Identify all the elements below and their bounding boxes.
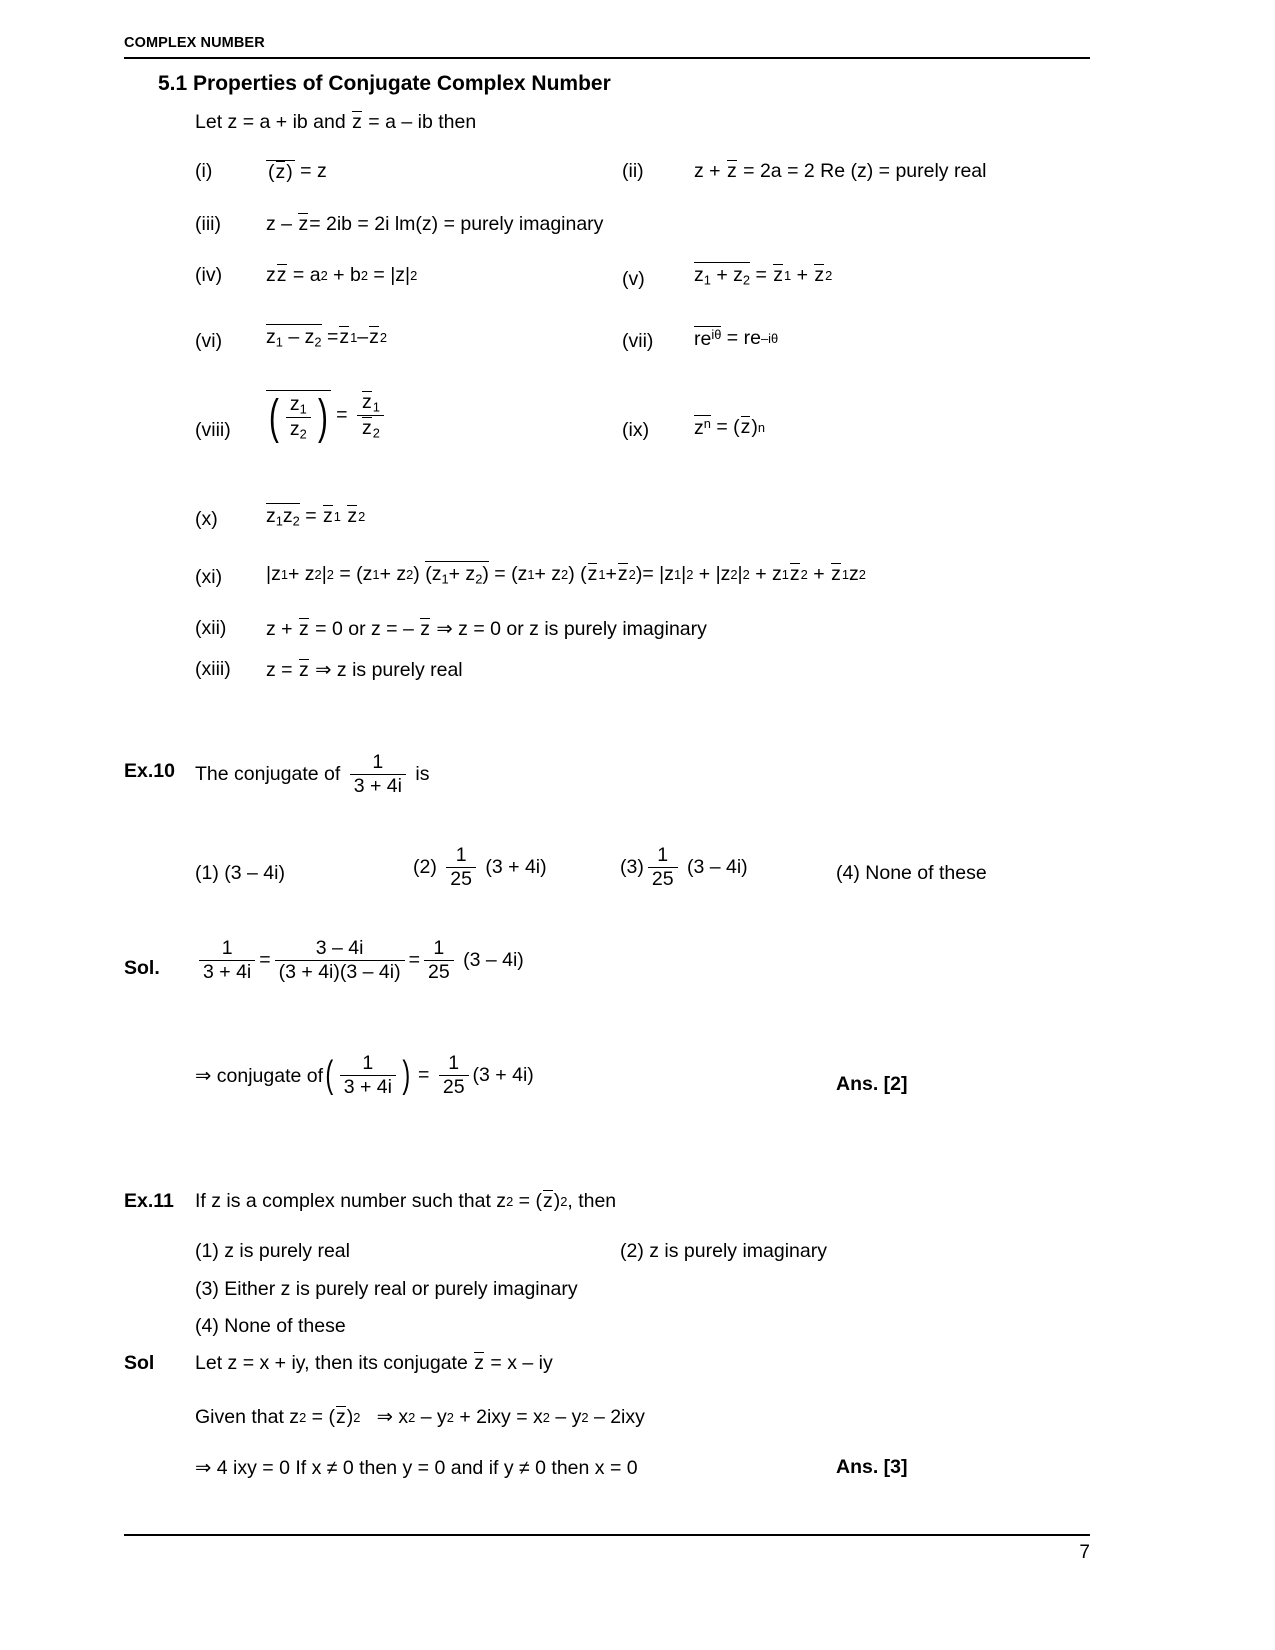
property-body-v: $z_1 + z_2$ = z 1 + z 2 <box>694 263 833 288</box>
property-body-xiii: z = z ⇒ z is purely real <box>266 658 463 681</box>
page-number: 7 <box>1079 1542 1090 1563</box>
property-label-vii: (vii) <box>622 330 654 352</box>
fraction-1-over-25-opt2: $\frac{1}{25}$ <box>446 845 476 890</box>
conj-of-conj-z: (z) <box>268 161 293 183</box>
property-body-vi: $z_1 - z_2$ = z 1 – z 2 <box>266 325 387 350</box>
fraction-1-over-25-opt3: $\frac{1}{25}$ <box>648 845 678 890</box>
left-paren: ( <box>269 391 279 445</box>
property-label-x: (x) <box>195 508 218 530</box>
ex10-option-1[interactable]: (1) (3 – 4i) <box>195 862 285 884</box>
page-header <box>124 36 1090 59</box>
property-body-xi: |z 1 + z 2 | 2 = (z 1 + z 2 ) $(z_1+ z_2)$ = (z 1 + z 2 ) ( z 1 + z 2 ) = |z 1 | 2 + |z 2 | 2 + z 1 z 2 + z 1 z 2 <box>266 562 866 587</box>
ex10-answer: Ans. [2] <box>836 1073 908 1095</box>
ex11-label: Ex.11 <box>124 1190 174 1212</box>
property-body-iv: z z = a 2 + b 2 = |z| 2 <box>266 264 418 287</box>
ex10-sol-line-2: ⇒ conjugate of ( $\frac{1}{3 + 4i}$ ) = $\frac{1}{25}$ (3 + 4i) <box>195 1052 534 1099</box>
property-label-viii: (viii) <box>195 419 231 441</box>
property-label-vi: (vi) <box>195 330 223 352</box>
lead-zbar: z <box>352 111 362 134</box>
property-body-x: $z_1z_2$ = z 1 z 2 <box>266 504 366 529</box>
ex11-answer: Ans. [3] <box>836 1456 908 1478</box>
left-paren: ( <box>325 1053 334 1096</box>
ex11-option-4[interactable]: (4) None of these <box>195 1315 346 1337</box>
conj-sum-bar-xi: $(z_1+ z_2)$ <box>425 563 489 587</box>
property-body-iii: z – z = 2ib = 2i lm(z) = purely imaginary <box>266 213 604 236</box>
header-title: COMPLEX NUMBER <box>124 35 265 51</box>
ex11-sol-line-1: Let z = x + iy, then its conjugate z = x – iy <box>195 1352 553 1375</box>
section-lead-line <box>195 111 476 134</box>
property-label-xii: (xii) <box>195 617 227 639</box>
fraction-1-over-25-sol: $\frac{1}{25}$ <box>424 938 454 983</box>
ex11-sol-line-3: ⇒ 4 ixy = 0 If x ≠ 0 then y = 0 and if y ≠ 0 then x = 0 <box>195 1457 638 1479</box>
ex10-label: Ex.10 <box>124 760 175 782</box>
ex11-option-3[interactable]: (3) Either z is purely real or purely imaginary <box>195 1278 578 1300</box>
property-label-ix: (ix) <box>622 419 650 441</box>
property-label-iii: (iii) <box>195 213 221 235</box>
conj-sum-bar: $z_1 + z_2$ <box>694 264 751 288</box>
ex11-option-2[interactable]: (2) z is purely imaginary <box>620 1240 827 1262</box>
right-paren: ) <box>402 1053 411 1096</box>
fraction-expanded-sol: $\frac{3 - 4i}{(3 + 4i)(3 - 4i)}$ <box>275 938 405 983</box>
property-body-ix: $z^n$ = ( z ) n <box>694 415 766 439</box>
ex10-sol-line-1: $\frac{1}{3 + 4i}$ = $\frac{3 - 4i}{(3 + 4i)(3 - 4i)}$ = $\frac{1}{25}$ (3 – 4i) <box>195 938 524 983</box>
conj-quotient-bar <box>266 390 331 445</box>
lead-pre: Let z = a + ib and <box>195 111 346 133</box>
property-label-ii: (ii) <box>622 160 644 182</box>
ex10-option-2[interactable]: (2) $\frac{1}{25}$ (3 + 4i) <box>413 844 547 891</box>
conj-exp-bar: $re^{i\theta}$ <box>694 327 722 350</box>
property-label-xi: (xi) <box>195 566 223 588</box>
ex10-option-3[interactable]: (3) $\frac{1}{25}$ (3 – 4i) <box>620 844 748 891</box>
ex10-option-4[interactable]: (4) None of these <box>836 862 987 884</box>
ex10-sol-label: Sol. <box>124 957 160 979</box>
page-footer <box>124 1534 1090 1564</box>
fraction-1-over-3plus4i: $\frac{1}{3 + 4i}$ <box>350 752 406 797</box>
property-body-ii: z + z = 2a = 2 Re (z) = purely real <box>694 160 987 183</box>
property-body-viii: ( $\frac{z_1}{z_2}$ ) = $\frac{z_1}{z_2}$ <box>266 390 388 441</box>
ex11-sol-line-2: Given that z 2 = ( z ) 2 ⇒ x 2 – y 2 + 2ixy = x 2 – y 2 – 2ixy <box>195 1405 645 1428</box>
conj-diff-bar: $z_1 - z_2$ <box>266 326 322 350</box>
fraction-1-over-3plus4i-conj: $\frac{1}{3 + 4i}$ <box>340 1053 396 1098</box>
property-label-v: (v) <box>622 268 645 290</box>
property-label-iv: (iv) <box>195 264 223 286</box>
property-body-i: (z) = z <box>268 160 327 183</box>
fraction-1-over-25-conj: $\frac{1}{25}$ <box>439 1053 469 1098</box>
property-label-i: (i) <box>195 160 213 182</box>
fraction-conj-z1-z2: $\frac{z_1}{z_2}$ <box>357 391 384 440</box>
lead-post: = a – ib then <box>368 111 477 133</box>
property-body-vii: $re^{i\theta}$ = re –iθ <box>694 326 779 350</box>
ex11-option-1[interactable]: (1) z is purely real <box>195 1240 350 1262</box>
conj-power-bar: $z^n$ <box>694 416 711 439</box>
ex10-question: The conjugate of $\frac{1}{3 + 4i}$ is <box>195 751 430 798</box>
ex11-question: If z is a complex number such that z 2 = ( z ) 2 , then <box>195 1190 617 1213</box>
ex11-sol-label: Sol <box>124 1352 155 1374</box>
section-heading: 5.1 Properties of Conjugate Complex Number <box>158 72 611 95</box>
right-paren: ) <box>317 391 328 445</box>
header-divider <box>124 57 1090 59</box>
conj-product-bar: $z_1z_2$ <box>266 505 300 529</box>
big-paren-group-sol <box>323 1053 413 1098</box>
property-body-xii: z + z = 0 or z = – z ⇒ z = 0 or z is purely imaginary <box>266 617 707 640</box>
fraction-z1-z2: $\frac{z_1}{z_2}$ <box>286 394 311 441</box>
property-label-xiii: (xiii) <box>195 658 231 680</box>
fraction-1-over-3plus4i-sol: $\frac{1}{3 + 4i}$ <box>199 938 255 983</box>
